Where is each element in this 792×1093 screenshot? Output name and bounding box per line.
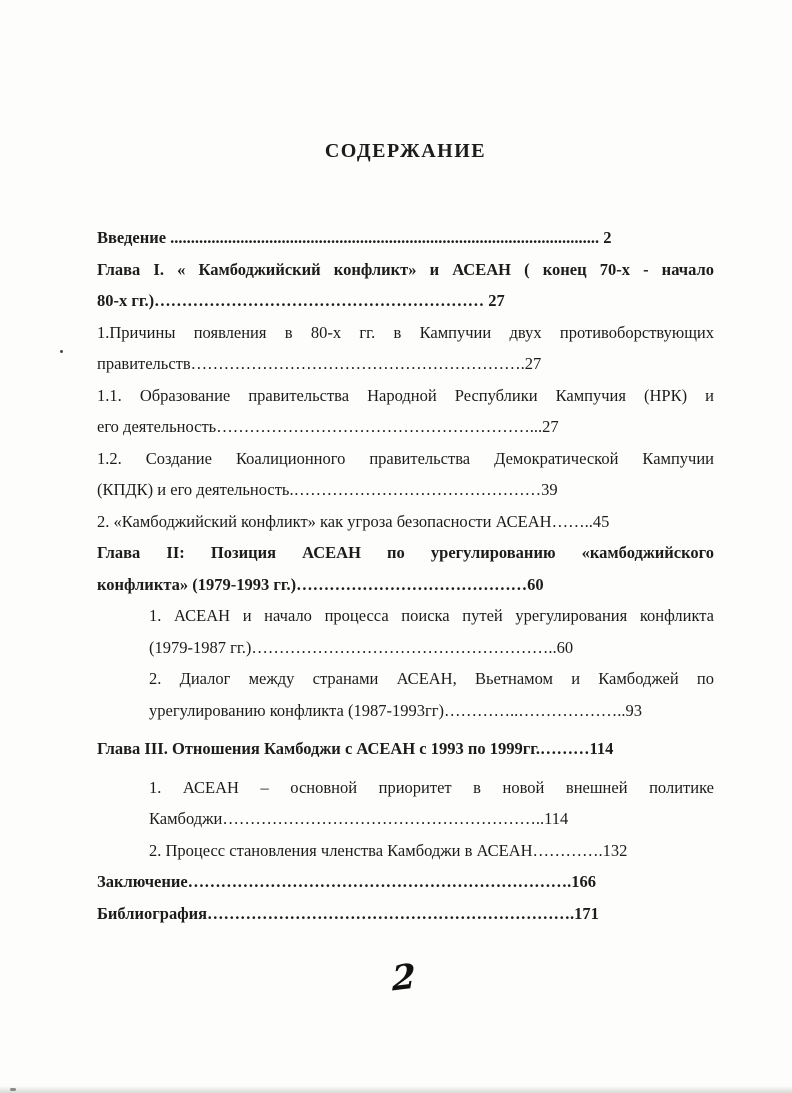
toc-entry-ch2-2-dialogue: 2. Диалог между странами АСЕАН, Вьетнамом и Камбоджей по урегулированию конфликта (1987-1993гг)…………..………………..93 [149, 669, 714, 720]
scan-edge-shadow [0, 1086, 792, 1093]
toc-entry-conclusion: Заключение…………………………………………………………….166 [97, 872, 597, 891]
toc-entry-chapter-3: Глава III. Отношения Камбоджи с АСЕАН с 1993 по 1999гг.………114 [97, 739, 614, 758]
toc-entry-2-conflict-threat: 2. «Камбоджийский конфликт» как угроза безопасности АСЕАН……..45 [97, 511, 610, 531]
toc-entry-1-reasons: 1.Причины появления в 80-х гг. в Кампучии двух противоборствующих правительств…………………………………………………….27 [97, 322, 714, 373]
toc-entry-ch2-1-search-settlement: 1. АСЕАН и начало процесса поиска путей урегулирования конфликта (1979-1987 гг.)………………………………………………..60 [149, 606, 714, 657]
toc-entry-1-1-nrk-government: 1.1. Образование правительства Народной Республики Кампучия (НРК) и его деятельность…………………………………………………...27 [97, 385, 714, 436]
table-of-contents [97, 222, 714, 929]
page-title: СОДЕРЖАНИЕ [324, 140, 487, 162]
scan-speck [10, 1088, 16, 1091]
toc-entry-ch3-1-asean-priority: 1. АСЕАН – основной приоритет в новой внешней политике Камбоджи…………………………………………………..114 [149, 777, 714, 828]
toc-entry-bibliography: Библиография………………………………………………………….171 [97, 903, 599, 923]
toc-entry-chapter-2: Глава II: Позиция АСЕАН по урегулированию «камбоджийского конфликта» (1979-1993 гг.)……………………………………60 [97, 543, 714, 594]
stray-ink-mark [60, 350, 63, 353]
toc-entry-chapter-1: Глава I. « Камбоджийский конфликт» и АСЕАН ( конец 70-х - начало 80-х гг.)…………………………………………………… 27 [97, 259, 714, 310]
toc-entry-introduction: Введение ........................................................................................................ 2 [97, 228, 612, 247]
toc-entry-1-2-kpdk-government: 1.2. Создание Коалиционного правительства Демократической Кампучии (КПДК) и его деятельность.………………………………………39 [97, 448, 714, 499]
handwritten-page-number: 2 [391, 956, 416, 1000]
toc-entry-ch3-2-membership: 2. Процесс становления членства Камбоджи в АСЕАН………….132 [149, 840, 628, 860]
